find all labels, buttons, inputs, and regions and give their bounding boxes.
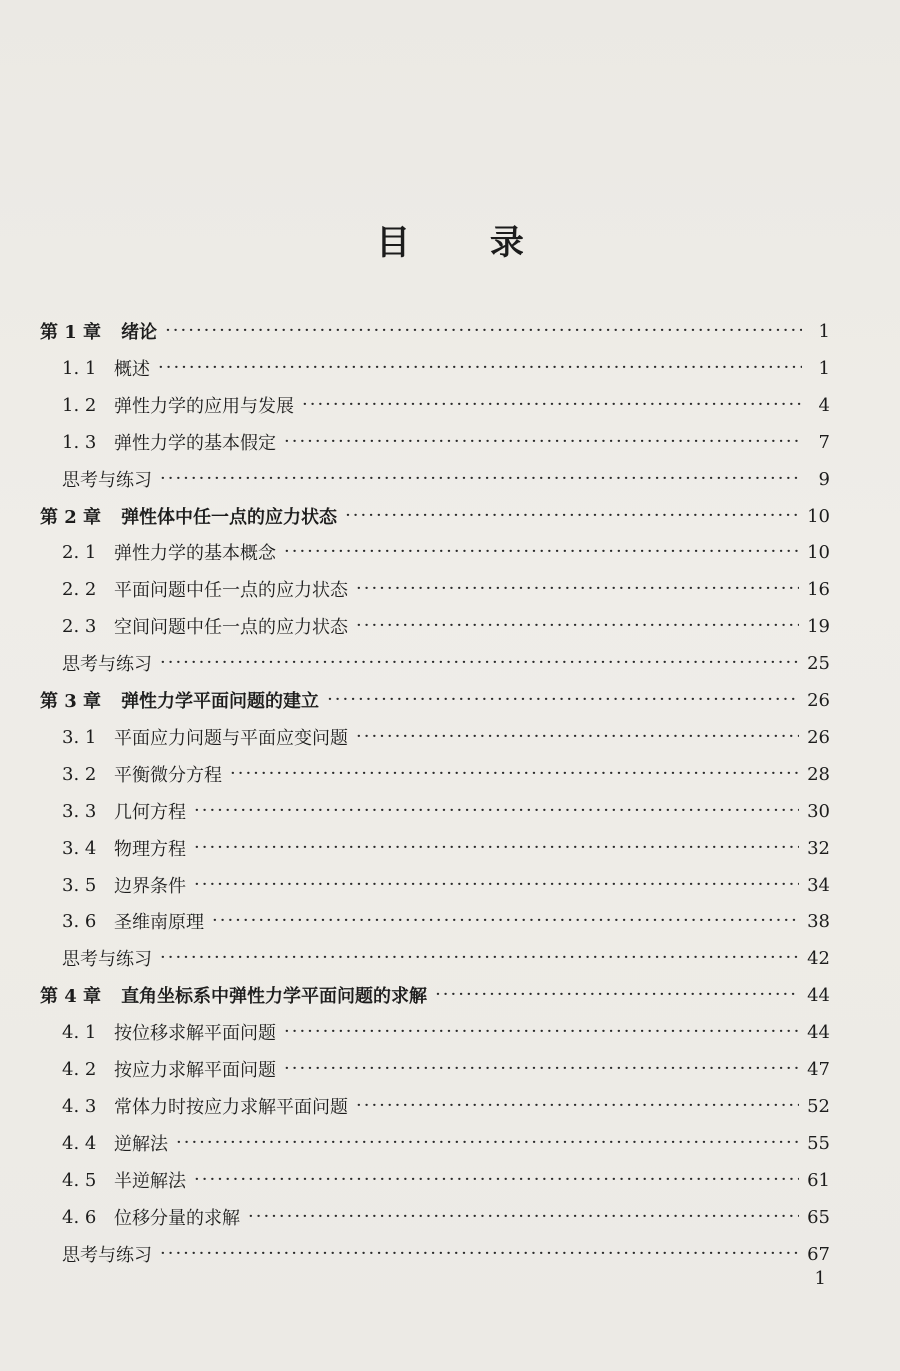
dot-leader: [284, 543, 799, 561]
toc-entry-page: 7: [818, 431, 830, 453]
toc-entry-page: 9: [818, 468, 830, 490]
toc-entry-title: 平面问题中任一点的应力状态: [114, 580, 348, 601]
page-title: 目 录: [376, 223, 558, 263]
toc-entry-section[interactable]: [62, 1199, 830, 1235]
toc-entry-chapter[interactable]: [40, 313, 830, 349]
toc-entry-page: 52: [807, 1095, 830, 1117]
toc-entry-title: 按位移求解平面问题: [114, 1023, 276, 1044]
toc-entry-page: 4: [818, 394, 830, 416]
toc-entry-number: 第 4 章: [40, 986, 102, 1007]
toc-entry-page: 32: [807, 837, 830, 859]
toc-entry-title: 按应力求解平面问题: [114, 1060, 276, 1081]
toc-entry-page: 30: [807, 800, 830, 822]
toc-entry-label: [62, 650, 152, 676]
toc-entry-title: 弹性力学平面问题的建立: [121, 691, 320, 712]
toc-entry-number: 第 2 章: [40, 507, 102, 528]
toc-entry-section[interactable]: [62, 350, 830, 386]
toc-entry-title: 逆解法: [114, 1134, 168, 1155]
dot-leader: [327, 691, 799, 709]
toc-entry-label: [62, 835, 186, 861]
toc-entry-section[interactable]: [62, 719, 830, 755]
toc-entry-section[interactable]: [62, 793, 830, 829]
toc-entry-page: 44: [807, 1021, 830, 1043]
toc-entry-page: 10: [807, 541, 830, 563]
page-number: 1: [814, 1268, 826, 1289]
toc-entry-page: 1: [818, 320, 830, 342]
toc-entry-label: [62, 466, 152, 492]
toc-entry-number: 3. 1: [62, 726, 97, 748]
toc-entry-section[interactable]: [62, 571, 830, 607]
dot-leader: [284, 1060, 799, 1078]
dot-leader: [194, 876, 799, 894]
dot-leader: [356, 580, 799, 598]
toc-entry-page: 65: [807, 1206, 830, 1228]
toc-entry-label: [62, 908, 204, 934]
toc-entry-chapter[interactable]: [40, 977, 830, 1013]
toc-entry-number: 2. 1: [62, 541, 97, 563]
toc-entry-title: 绪论: [121, 322, 158, 343]
toc-entry-label: [62, 355, 150, 381]
toc-entry-label: [40, 318, 157, 344]
toc-entry-page: 26: [807, 726, 830, 748]
toc-entry-label: [62, 1204, 240, 1230]
dot-leader: [230, 765, 799, 783]
toc-entry-title: 概述: [114, 359, 150, 380]
toc-entry-section[interactable]: [62, 1125, 830, 1161]
toc-entry-label: [62, 539, 276, 565]
toc-entry-section[interactable]: [62, 424, 830, 460]
toc-entry-title: 思考与练习: [62, 654, 152, 675]
toc-entry-title: 半逆解法: [114, 1171, 186, 1192]
toc-entry-number: 3. 6: [62, 910, 97, 932]
dot-leader: [160, 949, 799, 967]
toc-entry-page: 10: [807, 505, 830, 527]
toc-entry-label: [62, 798, 186, 824]
dot-leader: [435, 986, 799, 1004]
toc-entry-title: 思考与练习: [62, 949, 152, 970]
toc-entry-label: [62, 392, 294, 418]
toc-entry-number: 1. 2: [62, 394, 97, 416]
toc-entry-title: 弹性体中任一点的应力状态: [121, 507, 338, 528]
toc-entry-exercise[interactable]: [62, 1236, 830, 1272]
dot-leader: [302, 396, 802, 414]
toc-entry-title: 物理方程: [114, 839, 186, 860]
toc-entry-label: [40, 687, 319, 713]
toc-entry-page: 1: [818, 357, 830, 379]
toc-entry-label: [62, 761, 222, 787]
dot-leader: [176, 1134, 799, 1152]
toc-entry-section[interactable]: [62, 387, 830, 423]
toc-entry-number: 3. 4: [62, 837, 97, 859]
toc-entry-section[interactable]: [62, 1162, 830, 1198]
toc-entry-title: 弹性力学的基本假定: [114, 433, 276, 454]
toc-entry-label: [62, 1093, 348, 1119]
toc-entry-number: 4. 5: [62, 1169, 97, 1191]
toc-entry-section[interactable]: [62, 1088, 830, 1124]
dot-leader: [194, 839, 799, 857]
toc-entry-label: [62, 872, 186, 898]
toc-entry-section[interactable]: [62, 903, 830, 939]
toc-entry-number: 2. 2: [62, 578, 97, 600]
toc-entry-label: [40, 503, 337, 529]
toc-entry-section[interactable]: [62, 830, 830, 866]
toc-entry-number: 3. 2: [62, 763, 97, 785]
toc-entry-page: 42: [807, 947, 830, 969]
toc-entry-number: 4. 3: [62, 1095, 97, 1117]
dot-leader: [284, 1023, 799, 1041]
toc-entry-page: 44: [807, 984, 830, 1006]
dot-leader: [160, 1245, 799, 1263]
toc-entry-label: [62, 1241, 152, 1267]
toc-entry-label: [62, 1019, 276, 1045]
dot-leader: [356, 728, 799, 746]
toc-entry-label: [62, 1130, 168, 1156]
toc-entry-number: 4. 6: [62, 1206, 97, 1228]
dot-leader: [356, 1097, 799, 1115]
dot-leader: [248, 1208, 799, 1226]
toc-entry-title: 边界条件: [114, 876, 186, 897]
toc-entry-section[interactable]: [62, 1051, 830, 1087]
toc-entry-label: [62, 1167, 186, 1193]
toc-entry-section[interactable]: [62, 534, 830, 570]
toc-entry-title: 几何方程: [114, 802, 186, 823]
toc-entry-title: 弹性力学的应用与发展: [114, 396, 294, 417]
toc-entry-title: 思考与练习: [62, 470, 152, 491]
toc-entry-title: 弹性力学的基本概念: [114, 543, 276, 564]
toc-entry-title: 空间问题中任一点的应力状态: [114, 617, 348, 638]
toc-entry-number: 第 1 章: [40, 322, 102, 343]
toc-entry-number: 4. 1: [62, 1021, 97, 1043]
toc-entry-label: [62, 576, 348, 602]
toc-entry-section[interactable]: [62, 756, 830, 792]
toc-entry-number: 3. 3: [62, 800, 97, 822]
toc-entry-page: 19: [807, 615, 830, 637]
toc-entry-label: [62, 945, 152, 971]
dot-leader: [194, 1171, 799, 1189]
toc-entry-label: [62, 613, 348, 639]
dot-leader: [356, 617, 799, 635]
toc-entry-number: 4. 4: [62, 1132, 97, 1154]
toc-entry-page: 16: [807, 578, 830, 600]
toc-entry-exercise[interactable]: [62, 940, 830, 976]
toc-entry-page: 55: [807, 1132, 830, 1154]
toc-entry-title: 圣维南原理: [114, 912, 204, 933]
dot-leader: [158, 359, 802, 377]
toc-entry-page: 26: [807, 689, 830, 711]
toc-entry-page: 61: [807, 1169, 830, 1191]
toc-entry-page: 25: [807, 652, 830, 674]
toc-entry-page: 67: [807, 1243, 830, 1265]
toc-entry-number: 2. 3: [62, 615, 97, 637]
toc-entry-title: 平衡微分方程: [114, 765, 222, 786]
dot-leader: [284, 433, 802, 451]
dot-leader: [194, 802, 799, 820]
toc-entry-exercise[interactable]: [62, 461, 830, 497]
dot-leader: [212, 912, 799, 930]
toc-entry-title: 常体力时按应力求解平面问题: [114, 1097, 348, 1118]
dot-leader: [165, 322, 802, 340]
toc-entry-chapter[interactable]: [40, 498, 830, 534]
toc-entry-section[interactable]: [62, 1014, 830, 1050]
dot-leader: [160, 654, 799, 672]
toc-entry-page: 28: [807, 763, 830, 785]
toc-entry-title: 平面应力问题与平面应变问题: [114, 728, 348, 749]
toc-entry-chapter[interactable]: [40, 682, 830, 718]
toc-entry-label: [62, 724, 348, 750]
toc-entry-title: 思考与练习: [62, 1245, 152, 1266]
toc-entry-section[interactable]: [62, 608, 830, 644]
toc-entry-section[interactable]: [62, 867, 830, 903]
toc-entry-page: 38: [807, 910, 830, 932]
toc-entry-number: 3. 5: [62, 874, 97, 896]
dot-leader: [160, 470, 802, 488]
toc-entry-exercise[interactable]: [62, 645, 830, 681]
toc-entry-number: 1. 1: [62, 357, 97, 379]
toc-entry-number: 1. 3: [62, 431, 97, 453]
dot-leader: [345, 507, 799, 525]
toc-entry-number: 第 3 章: [40, 691, 102, 712]
toc-entry-title: 位移分量的求解: [114, 1208, 240, 1229]
toc-entry-label: [62, 1056, 276, 1082]
toc-entry-title: 直角坐标系中弹性力学平面问题的求解: [121, 986, 428, 1007]
toc-entry-number: 4. 2: [62, 1058, 97, 1080]
toc-entry-label: [40, 982, 427, 1008]
toc-entry-page: 47: [807, 1058, 830, 1080]
toc-entry-page: 34: [807, 874, 830, 896]
toc-entry-label: [62, 429, 276, 455]
